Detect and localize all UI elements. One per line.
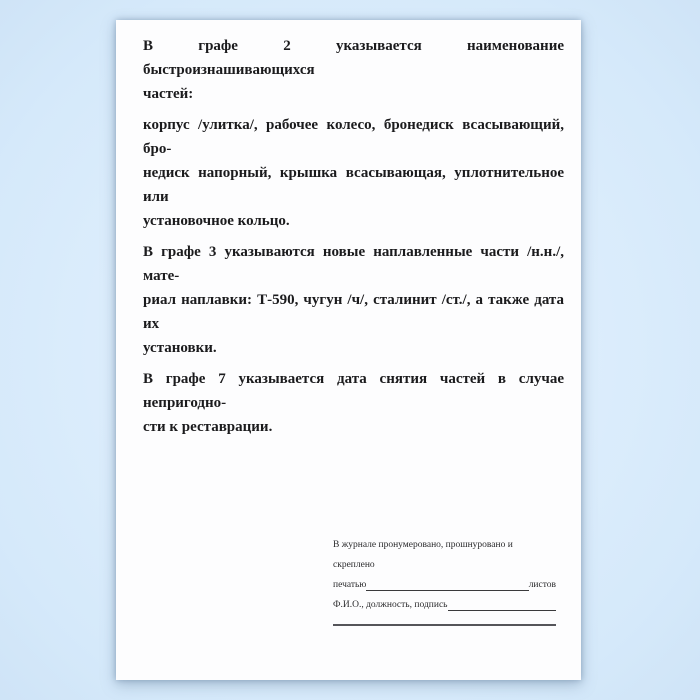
seal-row <box>333 575 556 595</box>
text-line: установочное кольцо. <box>143 213 290 229</box>
seal-label: печатью <box>333 580 367 590</box>
document-page <box>116 20 581 680</box>
text-line: установки. <box>143 340 217 356</box>
text-line: В графе 2 указывается наименование быстроизнашивающихся <box>143 38 564 78</box>
fill-line <box>366 589 528 591</box>
certification-block <box>333 535 556 626</box>
instructions-paragraph-grafa-7 <box>143 367 564 439</box>
signature-rule <box>333 624 556 626</box>
name-signature-row <box>333 595 556 615</box>
sheets-label: листов <box>528 580 556 590</box>
text-line: недиск напорный, крышка всасывающая, уплотнительное или <box>143 165 564 205</box>
instructions-text-block <box>116 20 581 439</box>
text-line: корпус /улитка/, рабочее колесо, бронедиск всасывающий, бро- <box>143 117 564 157</box>
text-line: сти к реставрации. <box>143 419 273 435</box>
certify-text: В журнале пронумеровано, прошнуровано и скреплено <box>333 540 513 570</box>
instructions-paragraph-parts-list <box>143 113 564 233</box>
fill-line <box>448 609 557 611</box>
text-line: частей: <box>143 86 194 102</box>
text-line: риал наплавки: Т-590, чугун /ч/, сталинит /ст./, а также дата их <box>143 292 564 332</box>
fio-label: Ф.И.О., должность, подпись <box>333 600 448 610</box>
instructions-paragraph-grafa-3 <box>143 240 564 360</box>
text-line: В графе 7 указывается дата снятия частей в случае непригодно- <box>143 371 564 411</box>
certification-statement-row <box>333 535 556 575</box>
instructions-paragraph-grafa-2 <box>143 34 564 106</box>
text-line: В графе 3 указываются новые наплавленные части /н.н./, мате- <box>143 244 564 284</box>
